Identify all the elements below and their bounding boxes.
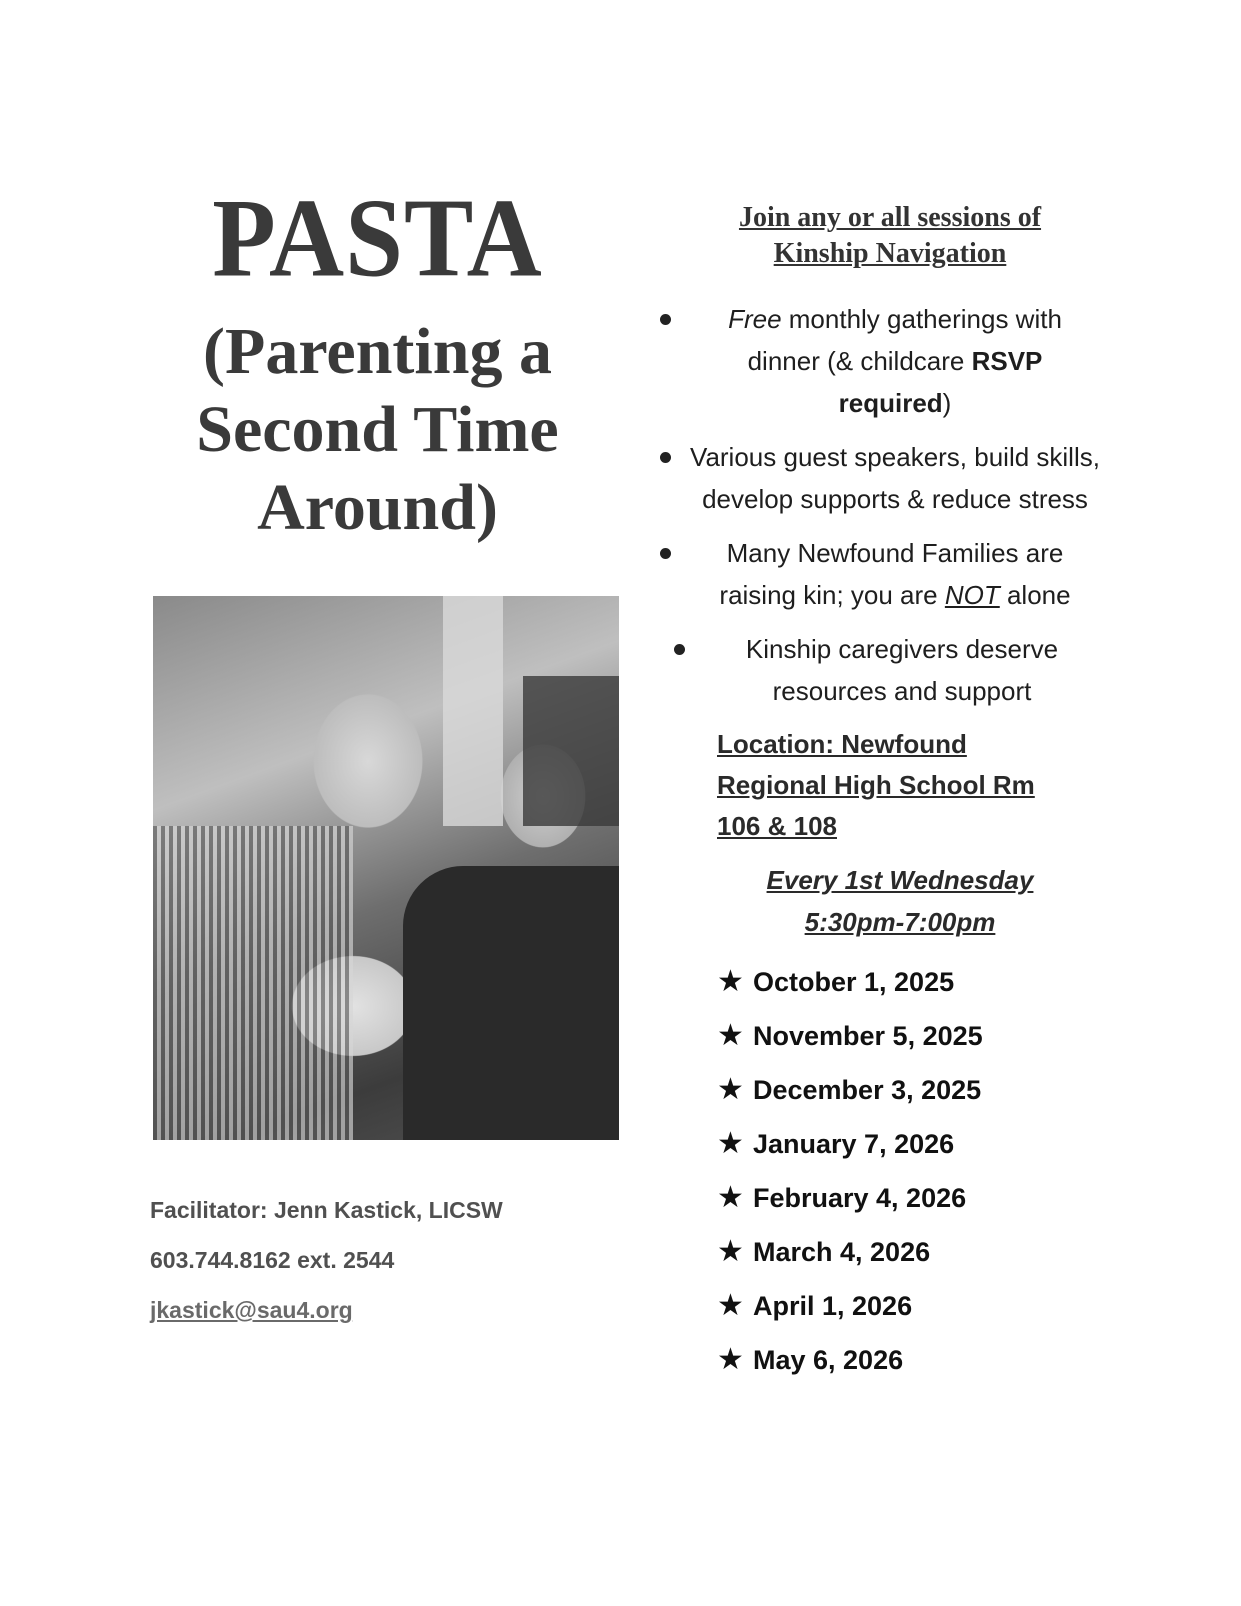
heading-line: Kinship Navigation [773,238,1007,269]
date-text: May 6, 2026 [753,1345,904,1375]
schedule-time: 5:30pm-7:00pm [804,907,996,937]
date-item [717,1117,1100,1171]
date-item [717,1279,1100,1333]
rsvp-required: RSVP required [838,346,1043,418]
family-photo [153,596,619,1140]
date-text: February 4, 2026 [753,1183,967,1213]
email-link[interactable]: jkastick@sau4.org [150,1297,353,1323]
bullet-text: Kinship caregivers deserve resources and support [745,634,1059,706]
contact-block [150,1195,503,1345]
date-text: March 4, 2026 [753,1237,931,1267]
star-icon: ★ [717,1235,744,1268]
date-item [717,955,1100,1009]
bullet-text: Many Newfound Families are raising kin; you are [719,538,1064,610]
date-text: January 7, 2026 [753,1129,955,1159]
star-icon: ★ [717,1127,744,1160]
date-item [717,1333,1100,1387]
info-column [660,200,1100,1387]
date-item [717,1063,1100,1117]
bullet-text: monthly gatherings with dinner (& childcare [747,304,1062,376]
phone-number: 603.744.8162 ext. 2544 [150,1247,395,1273]
heading-line: Join any or all sessions of [738,202,1042,233]
subtitle-line: (Parenting a [203,315,552,388]
section-heading [680,200,1100,272]
star-icon: ★ [717,1289,744,1322]
emphasis-not: NOT [944,580,1000,610]
star-icon: ★ [717,1073,744,1106]
star-icon: ★ [717,1019,744,1052]
star-icon: ★ [717,1343,744,1376]
list-item [660,298,1100,424]
bullet-icon [660,314,671,325]
list-item [660,628,1100,712]
schedule [700,859,1100,943]
flyer-title: PASTA [212,176,543,301]
emphasis-free: Free [728,304,782,334]
date-item [717,1171,1100,1225]
date-text: December 3, 2025 [753,1075,982,1105]
schedule-day: Every 1st Wednesday [766,865,1034,895]
bullet-text: Various guest speakers, build skills, develop supports & reduce stress [690,442,1100,514]
date-item [717,1225,1100,1279]
date-list [717,955,1100,1387]
subtitle-line: Around) [257,471,498,544]
location: Location: Newfound Regional High School Rm 106 & 108 [717,729,1035,841]
star-icon: ★ [717,965,744,998]
date-item [717,1009,1100,1063]
date-text: April 1, 2026 [753,1291,913,1321]
subtitle-line: Second Time [196,393,559,466]
bullet-icon [660,452,671,463]
bullet-text: alone [999,580,1071,610]
feature-list [660,298,1100,712]
title-block [150,175,605,547]
bullet-icon [674,644,685,655]
flyer-subtitle [150,313,605,547]
bullet-text: ) [942,388,952,418]
star-icon: ★ [717,1181,744,1214]
bullet-icon [660,548,671,559]
list-item [660,532,1100,616]
facilitator-name: Facilitator: Jenn Kastick, LICSW [150,1197,503,1223]
date-text: October 1, 2025 [753,967,955,997]
date-text: November 5, 2025 [753,1021,983,1051]
list-item [660,436,1100,520]
